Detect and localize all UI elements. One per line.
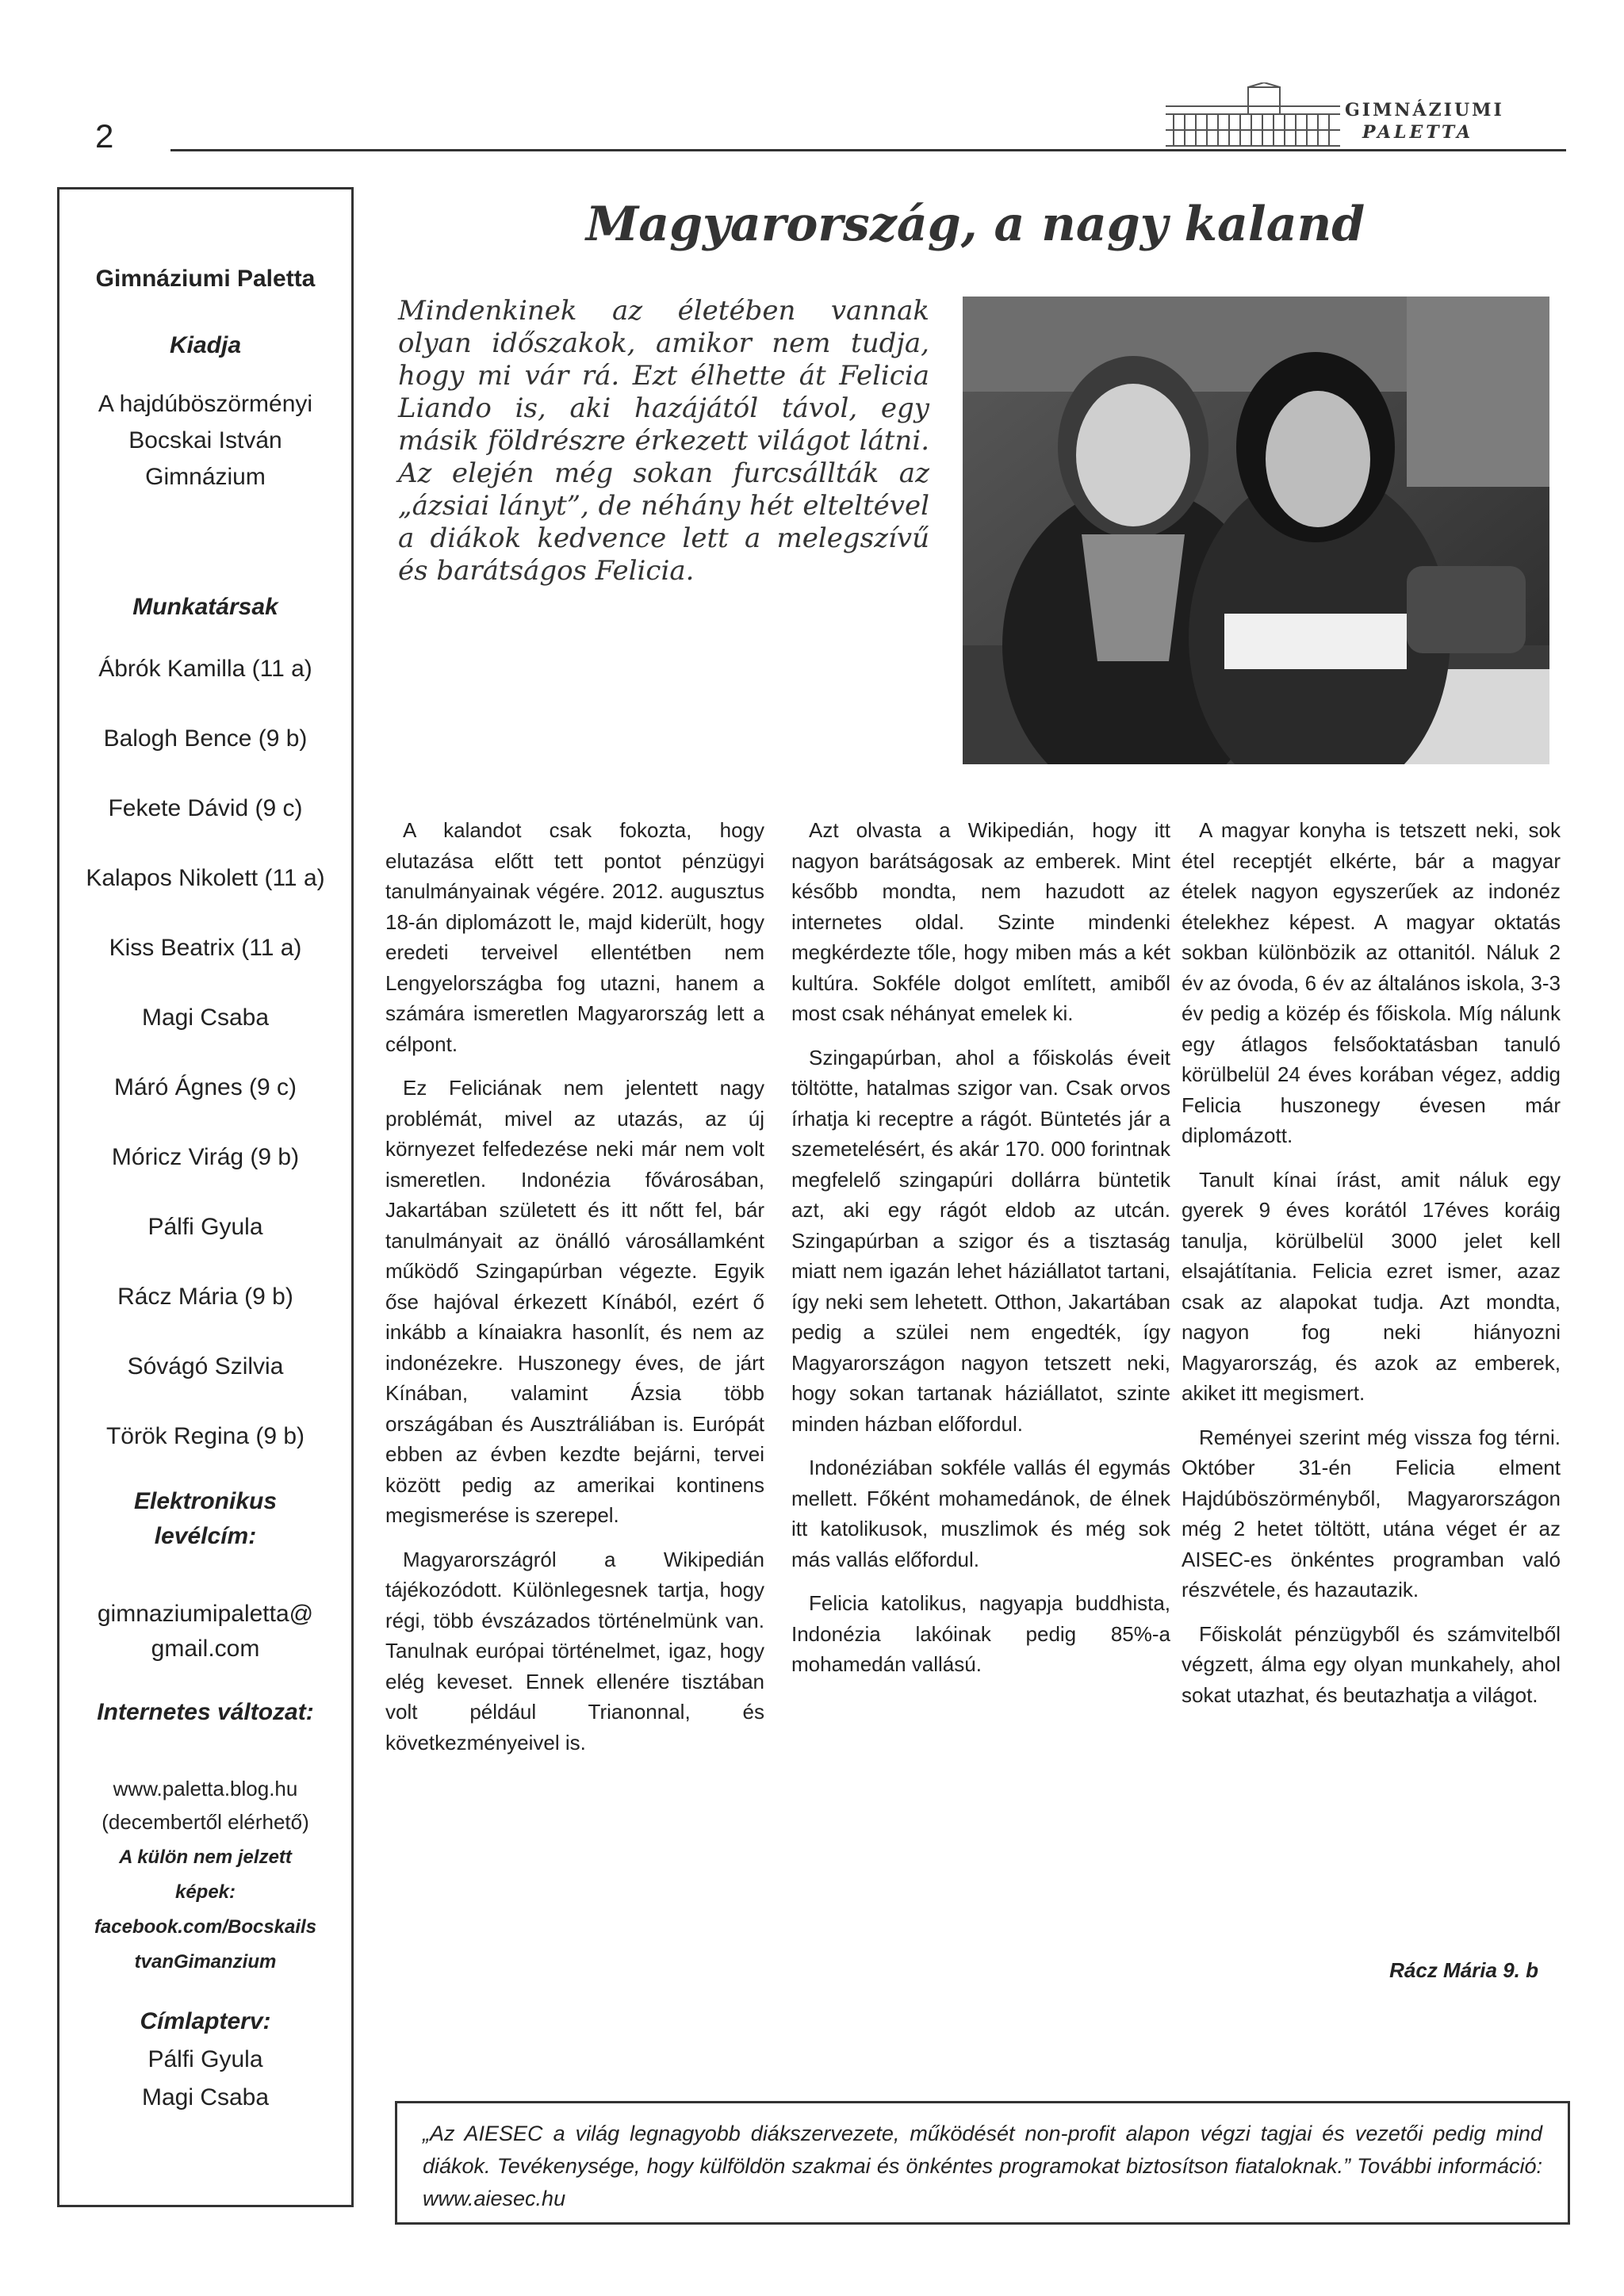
article-paragraph: Ez Feliciának nem jelentett nagy problémát, mivel az utazás, az új környezet felfedezése neki már nem volt ismeretlen. Indonézia fővárosában, Jakartában született és itt nőtt fel, bár tanulmányait az önálló városállamként működő Szingapúrban végezte. Egyik őse hajóval érkezett Kínából, ezért ő inkább a kínaiakra hasonlít, és nem az indonézekre. Huszonegy éves, de járt Kínában, valamint Ázsia több országában és Ausztráliában is. Európát ebben az évben kezdte bejárni, tervei között pedig az amerikai kontinens megismerése is szerepel. — [385, 1076, 764, 1527]
aiesec-quote: „Az AIESEC a világ legnagyobb diákszervezete, működését non-profit alapon végzi tagjai és vezetői pedig mind diákok. Tevékenysége, hogy külföldön szakmai és önkéntes programokat biztosítson fiataloknak.” További információ: www.aiesec.hu — [423, 2122, 1542, 2210]
aiesec-quote-box — [395, 2101, 1570, 2225]
email-heading: levélcím: — [154, 1523, 257, 1549]
building-logo-icon — [1166, 82, 1348, 151]
article-column-2 — [791, 815, 1170, 1693]
article-title: Magyarország, a nagy kaland — [585, 197, 1365, 252]
email-address: gimnaziumipaletta@ — [97, 1601, 314, 1627]
article-paragraph: A kalandot csak fokozta, hogy elutazása előtt tett pontot pénzügyi tanulmányainak végére. 2012. augusztus 18-án diplomázott le, majd kiderült, hogy eredeti terveivel ellentétben nem Lengyelországba fog utazni, hanem a számára ismeretlen Magyarország lett a célpont. — [385, 818, 764, 1056]
article-paragraph: Főiskolát pénzügyből és számvitelből végzett, álma egy olyan munkahely, ahol sokat utazhat, és beutazhatja a világot. — [1182, 1621, 1561, 1707]
photo-credit-line: tvanGimanzium — [134, 1951, 277, 1973]
staff-member: Máró Ágnes (9 c) — [113, 1074, 297, 1100]
staff-member: Török Regina (9 b) — [105, 1423, 305, 1449]
photo-credit-line: facebook.com/Bocskails — [94, 1916, 317, 1938]
web-address: www.paletta.blog.hu — [113, 1777, 298, 1800]
cover-designer: Pálfi Gyula — [147, 2046, 263, 2072]
staff-member: Magi Csaba — [141, 1004, 270, 1031]
email-heading: Elektronikus — [133, 1488, 278, 1514]
sidebar-colophon — [57, 187, 354, 2207]
publisher-line: Gimnázium — [145, 464, 266, 490]
masthead-title: GIMNÁZIUMI — [1345, 100, 1504, 121]
email-address: gmail.com — [151, 1636, 260, 1662]
staff-heading: Munkatársak — [132, 594, 278, 620]
article-paragraph: Reményei szerint még vissza fog térni. Október 31-én Felicia elment Hajdúböszörményből, Magyarországon még 2 hetet töltött, utána véget ér az AISEC-es önkéntes programban való részvétele, és hazautazik. — [1182, 1425, 1561, 1601]
staff-member: Kiss Beatrix (11 a) — [109, 935, 302, 961]
article-column-1 — [385, 815, 764, 1771]
sidebar-title: Gimnáziumi Paletta — [95, 266, 316, 292]
staff-member: Móricz Virág (9 b) — [111, 1144, 300, 1170]
cover-designer: Magi Csaba — [141, 2084, 270, 2110]
staff-member: Fekete Dávid (9 c) — [108, 795, 303, 821]
article-paragraph: Magyarországról a Wikipedián tájékozódott. Különlegesnek tartja, hogy régi, több évszázados történelmünk van. Tanulnak európai történelmet, igaz, hogy elég keveset. Ennek ellenére tisztában volt például Trianonnal, és következményeivel is. — [385, 1547, 764, 1755]
masthead-subtitle: PALETTA — [1362, 122, 1474, 143]
publisher-line: Bocskai István — [128, 427, 282, 453]
staff-member: Pálfi Gyula — [147, 1214, 263, 1240]
article-paragraph: Azt olvasta a Wikipedián, hogy itt nagyon barátságosak az emberek. Mint később mondta, nem hazudott az internetes oldal. Szinte mindenki megkérdezte tőle, hogy miben más a két kultúra. Sokféle dolgot említett, amiből most csak néhányat emelek ki. — [791, 818, 1170, 1025]
masthead-logo — [1166, 82, 1504, 151]
article-paragraph: Szingapúrban, ahol a főiskolás éveit töltötte, hatalmas szigor van. Csak orvos írhatja ki receptre a rágót. Büntetés jár a szemetelésért, és akár 170. 000 forintnak megfelelő szingapúri dollárra büntetik azt, aki egy rágót eldob az utcán. Szingapúrban a szigor és a tisztaság miatt nem igazán lehet háziállatot tartani, így neki sem lehetett. Otthon, Jakartában pedig a szülei nem engedték, így Magyarországon nagyon tetszett neki, hogy sokan tartanak háziállatot, szinte minden házban előfordul. — [791, 1045, 1170, 1436]
web-availability: (decembertől elérhető) — [102, 1810, 309, 1834]
staff-member: Ábrók Kamilla (11 a) — [98, 656, 312, 682]
cover-heading: Címlapterv: — [140, 2008, 271, 2034]
article-column-3 — [1182, 815, 1561, 1724]
staff-member: Sóvágó Szilvia — [127, 1353, 284, 1380]
staff-member: Balogh Bence (9 b) — [103, 725, 308, 752]
article-photo — [963, 297, 1549, 764]
staff-member: Rácz Mária (9 b) — [117, 1284, 293, 1310]
article-paragraph: Tanult kínai írást, amit náluk egy gyerek 9 éves korától 17éves koráig tanulja, körülbelül 3000 jelet kell elsajátítania. Felicia ezret ismer, azaz csak az alapokat tudja. Azt mondta, nagyon fog neki hiányozni Magyarország, és azok az emberek, akiket itt megismert. — [1182, 1167, 1561, 1405]
article-paragraph: Indonéziában sokféle vallás él egymás mellett. Főként mohamedánok, de élnek itt katolikusok, muszlimok és még sok más vallás előfordul. — [791, 1456, 1170, 1571]
publisher-line: A hajdúböszörményi — [98, 391, 313, 417]
photo-credit-line: képek: — [174, 1881, 236, 1903]
article-paragraph: Felicia katolikus, nagyapja buddhista, Indonézia lakóinak pedig 85%-a mohamedán vallású. — [791, 1591, 1170, 1676]
photo-credit-line: A külön nem jelzett — [119, 1846, 292, 1868]
staff-member: Kalapos Nikolett (11 a) — [86, 865, 325, 891]
article-byline: Rácz Mária 9. b — [1389, 1958, 1538, 1982]
publisher-heading: Kiadja — [169, 332, 242, 358]
article-lead: Mindenkinek az életében vannak olyan időszakok, amikor nem tudja, hogy mi vár rá. Ezt élhette át Felicia Liando is, aki hazájától távol, egy másik földrészre érkezett világot látni. Az elején még sokan furcsállták az „ázsiai lányt”, de néhány hét elteltével a diákok kedvence lett a melegszívű és barátságos Felicia. — [398, 295, 929, 587]
page-number: 2 — [95, 117, 114, 155]
web-heading: Internetes változat: — [97, 1699, 314, 1725]
article-paragraph: A magyar konyha is tetszett neki, sok étel receptjét elkérte, bár a magyar ételek nagyon egyszerűek az indonéz ételekhez képest. A magyar oktatás sokban különbözik az ottanitól. Náluk 2 év az óvoda, 6 év az általános iskola, 3-3 év pedig a közép és főiskola. Míg nálunk egy átlagos felsőoktatásban tanuló körülbelül 24 éves korában végez, addig Felicia huszonegy évesen már diplomázott. — [1182, 818, 1561, 1147]
